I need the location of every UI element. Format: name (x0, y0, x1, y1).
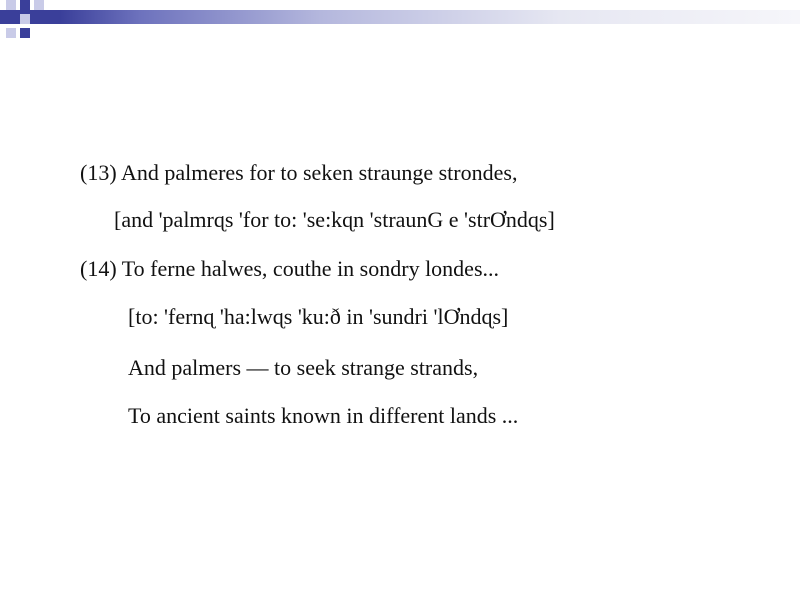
header-decoration-bar (0, 10, 800, 24)
decorative-square (34, 0, 44, 10)
verse-line-13: (13) And palmeres for to seken straunge strondes, (80, 160, 518, 185)
translation-line-2: To ancient saints known in different lands ... (128, 403, 519, 428)
decorative-square (20, 28, 30, 38)
decorative-square (6, 0, 16, 10)
verse-line-14-transcription: [to: 'fernɋ 'ha:lwɋs 'ku:ð in 'sundri 'lƠndɋs] (128, 304, 509, 329)
translation-line-1: And palmers — to seek strange strands, (128, 355, 479, 380)
decorative-square (20, 0, 30, 10)
decorative-square (6, 28, 16, 38)
verse-line-13-transcription: [and 'palmrɋs 'for to: 'se:kɋn 'straunG e 'strƠndɋs] (114, 207, 555, 232)
verse-line-14: (14) To ferne halwes, couthe in sondry londes... (80, 256, 500, 281)
decorative-square (20, 14, 30, 24)
decorative-square (6, 14, 16, 24)
decorative-square (34, 14, 44, 24)
